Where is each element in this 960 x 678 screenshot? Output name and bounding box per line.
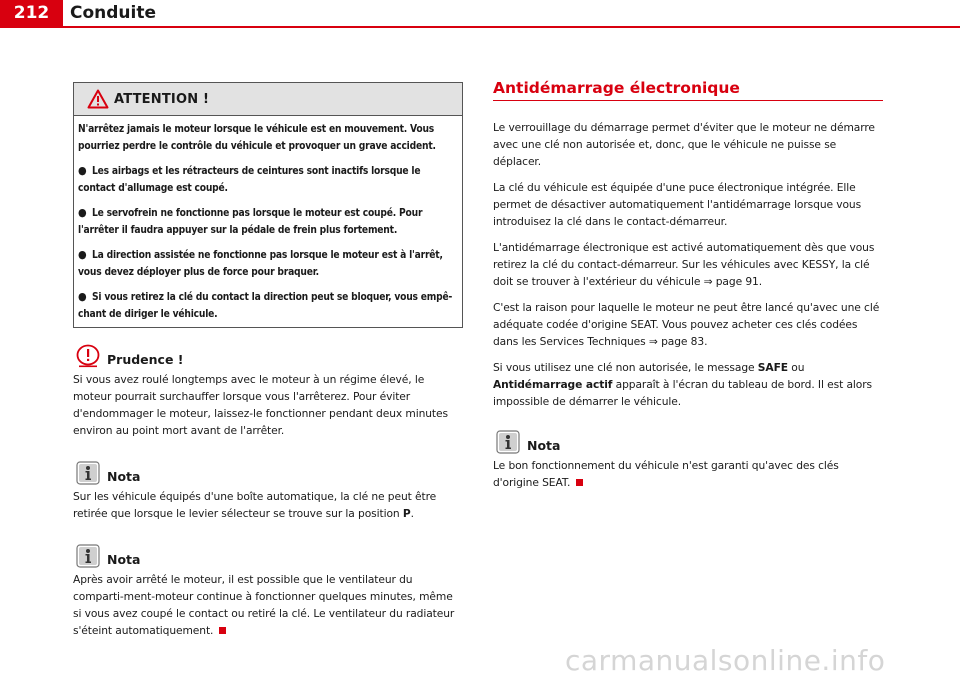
end-of-section-marker — [219, 627, 226, 634]
right-column — [493, 78, 883, 491]
nota-title: Nota — [107, 552, 141, 567]
warning-triangle-icon — [87, 89, 109, 109]
section-paragraph: C'est la raison pour laquelle le moteur ne peut être lancé qu'avec une clé adéquate codée d'origine SEAT. Vous pouvez acheter ces clés codées dans les Services Techniques ⇒ page 83. — [493, 301, 880, 348]
prudence-text: Si vous avez roulé longtemps avec le moteur à un régime élevé, le moteur pourrait surchauffer lorsque vous l'arrêterez. Pour éviter d'endommager le moteur, laissez-le fonctionner pendant deux minutes environ au point mort avant de l'arrêter. — [73, 373, 448, 437]
page-title: Conduite — [70, 3, 157, 23]
section-rule — [493, 100, 883, 101]
attention-item: ● La direction assistée ne fonctionne pas lorsque le moteur est à l'arrêt, vous devez déployer plus de force pour braquer. — [78, 248, 443, 278]
attention-item: ● Le servofrein ne fonctionne pas lorsque le moteur est coupé. Pour l'arrêter il faudra appuyer sur la pédale de frein plus fortement. — [78, 206, 423, 236]
nota-notice — [73, 459, 463, 522]
bullet-icon: ● — [78, 290, 87, 303]
attention-header — [74, 83, 462, 116]
info-icon — [76, 544, 100, 568]
attention-box — [73, 82, 463, 328]
nota-title: Nota — [107, 469, 141, 484]
nota-notice — [73, 542, 463, 639]
info-icon — [76, 461, 100, 485]
left-column — [73, 82, 463, 639]
caution-exclamation-icon — [76, 344, 100, 368]
bullet-icon: ● — [78, 164, 87, 177]
section-paragraph: L'antidémarrage électronique est activé automatiquement dès que vous retirez la clé du contact-démarreur. Sur les véhicules avec KESSY, la clé doit se trouver à l'extérieur du véhicule ⇒ page 91. — [493, 241, 875, 288]
nota-text: Sur les véhicule équipés d'une boîte automatique, la clé ne peut être retirée que lorsque le levier sélecteur se trouve sur la position P. — [73, 490, 437, 520]
nota-notice — [493, 428, 883, 491]
end-of-section-marker — [576, 479, 583, 486]
nota-text: Le bon fonctionnement du véhicule n'est garanti qu'avec des clés d'origine SEAT. — [493, 459, 839, 489]
nota-title: Nota — [527, 438, 561, 453]
bullet-icon: ● — [78, 248, 87, 261]
attention-item: ● Si vous retirez la clé du contact la direction peut se bloquer, vous empê-chant de diriger le véhicule. — [78, 290, 453, 320]
bullet-icon: ● — [78, 206, 87, 219]
section-title: Antidémarrage électronique — [493, 79, 740, 97]
attention-body — [74, 116, 462, 327]
attention-item: ● Les airbags et les rétracteurs de ceintures sont inactifs lorsque le contact d'allumage est coupé. — [78, 164, 421, 194]
info-icon — [496, 430, 520, 454]
attention-intro: N'arrêtez jamais le moteur lorsque le véhicule est en mouvement. Vous pourriez perdre le contrôle du véhicule et provoquer un grave accident. — [78, 124, 436, 152]
nota-text: Après avoir arrêté le moteur, il est possible que le ventilateur du comparti-ment-moteur continue à fonctionner quelques minutes, même si vous avez coupé le contact ou retiré la clé. Le ventilateur du radiateur s'éteint automatiquement. — [73, 573, 455, 637]
prudence-title: Prudence ! — [107, 352, 184, 367]
header-rule — [0, 26, 960, 28]
section-paragraph: La clé du véhicule est équipée d'une puce électronique intégrée. Elle permet de désactiver automatiquement l'antidémarrage lorsque vous introduisez la clé dans le contact-démarreur. — [493, 181, 862, 228]
prudence-notice — [73, 342, 463, 439]
page-header — [0, 0, 960, 30]
section-paragraph: Le verrouillage du démarrage permet d'éviter que le moteur ne démarre avec une clé non autorisée et, donc, que le véhicule ne puisse se déplacer. — [493, 121, 875, 168]
page-number: 212 — [0, 0, 63, 26]
section-paragraph: Si vous utilisez une clé non autorisée, le message SAFE ou Antidémarrage actif apparaît à l'écran du tableau de bord. Il est alors impossible de démarrer le véhicule. — [493, 361, 873, 408]
attention-title: ATTENTION ! — [114, 92, 210, 107]
watermark: carmanualsonline.info — [565, 644, 886, 677]
